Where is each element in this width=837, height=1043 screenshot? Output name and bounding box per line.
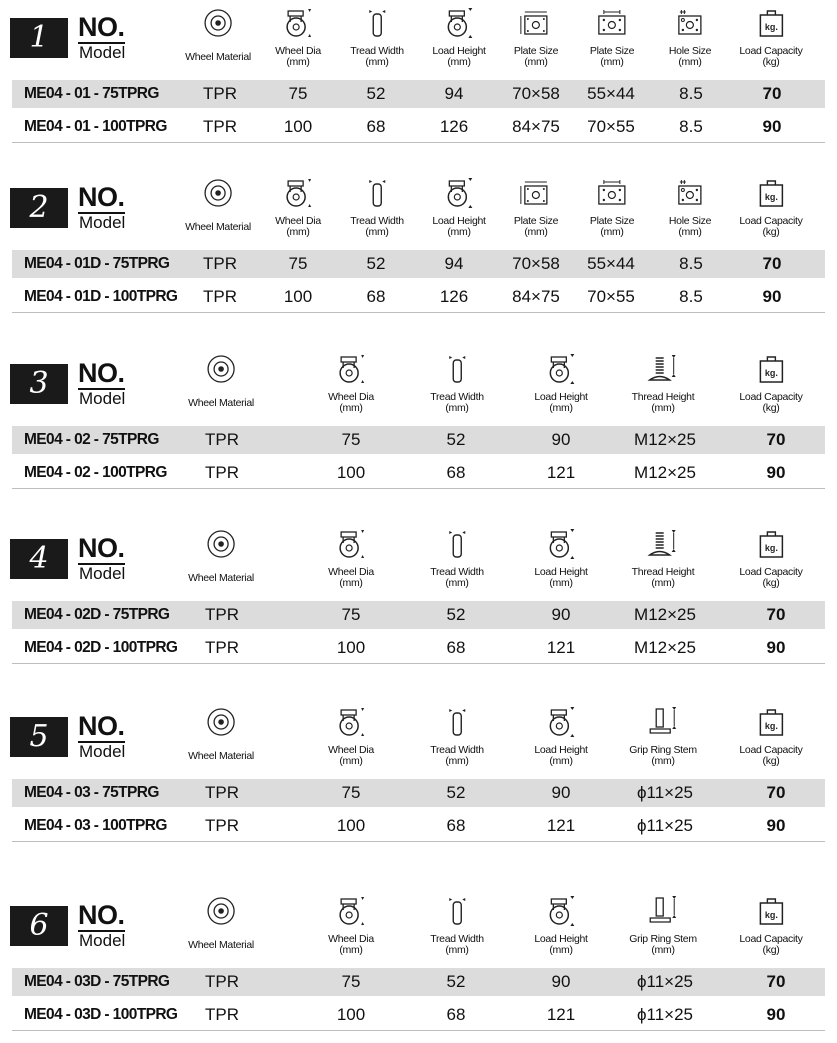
column-unit: (mm) [447,56,471,68]
cell-material: TPR [205,430,239,449]
column-unit: (mm) [678,56,702,68]
column-unit: (mm) [678,226,702,238]
column-unit: (mm) [549,402,573,414]
cell-load-height: 121 [546,816,576,835]
spec-section [0,4,837,144]
column-label: Thread Height [631,566,695,578]
header-grip-ring-stem [629,705,697,767]
wheel-dia-icon [328,352,374,384]
column-unit: (mm) [549,944,573,956]
cell-capacity: 70 [766,430,786,449]
cell-hole: 8.5 [679,254,703,273]
cell-capacity: 90 [766,816,786,835]
cell-tread: 52 [446,783,466,802]
table-row [12,968,825,996]
plate-size-b-icon [590,176,634,208]
column-label: Load Height [534,744,588,756]
column-label: Load Height [534,391,588,403]
cell-plate-size-b: 55×44 [587,84,635,103]
column-label: Tread Width [350,215,404,227]
column-unit: (mm) [524,56,548,68]
wheel-dia-icon [328,705,374,737]
model-code: ME04 - 01D - 100TPRG [24,288,178,305]
column-label: Wheel Material [188,750,254,762]
header-hole-size [669,6,711,68]
no-label: NO. [78,711,125,741]
cell-capacity: 90 [766,1005,786,1024]
header-wheel-dia [275,176,321,238]
wheel-material-icon [185,6,251,38]
header-wheel-material [185,176,251,233]
cell-material: TPR [205,783,239,802]
column-label: Plate Size [513,45,559,57]
model-code: ME04 - 03D - 75TPRG [24,973,170,990]
cell-plate-size-a: 84×75 [512,117,560,136]
cell-plate-size-a: 84×75 [512,287,560,306]
cell-load-height: 126 [439,117,469,136]
tread-width-icon [430,894,484,926]
column-unit: (mm) [600,226,624,238]
header-tread-width [350,176,404,238]
cell-tread: 52 [366,84,386,103]
wheel-material-icon [188,894,254,926]
header-load-height [534,894,587,956]
model-code: ME04 - 01 - 75TPRG [24,85,159,102]
wheel-dia-icon [328,527,374,559]
cell-material: TPR [205,605,239,624]
header-load-capacity [739,705,802,767]
column-label: Load Capacity [739,744,803,756]
spec-section [0,174,837,314]
weight-icon-text: kg. [764,910,778,920]
table-row [12,811,825,842]
cell-dia: 75 [341,605,361,624]
wheel-material-icon [188,705,254,737]
column-label: Wheel Material [185,51,251,63]
column-unit: (mm) [600,56,624,68]
header-wheel-dia [328,527,374,589]
column-unit: (kg) [762,577,780,589]
column-unit: (kg) [762,944,780,956]
cell-tread: 52 [446,605,466,624]
header-tread-width [430,894,484,956]
cell-stem: ϕ11×25 [636,972,694,991]
plate-size-b-icon [590,6,634,38]
cell-material: TPR [205,638,239,657]
header-wheel-dia [275,6,321,68]
header-tread-width [430,527,484,589]
column-label: Load Capacity [739,45,803,57]
column-unit: (mm) [286,56,310,68]
cell-dia: 100 [336,1005,366,1024]
section-number-badge: 4 [10,539,68,579]
cell-material: TPR [203,254,237,273]
cell-capacity: 70 [766,783,786,802]
header-grip-ring-stem [629,894,697,956]
cell-dia: 100 [336,463,366,482]
column-unit: (mm) [365,56,389,68]
column-label: Load Height [534,566,588,578]
column-unit: (mm) [447,226,471,238]
column-label: Load Height [432,45,486,57]
header-tread-width [430,705,484,767]
cell-tread: 68 [446,816,466,835]
section-number-badge: 6 [10,906,68,946]
weight-icon-text: kg. [764,192,778,202]
cell-dia: 75 [288,84,308,103]
cell-material: TPR [205,816,239,835]
cell-capacity: 90 [766,463,786,482]
wheel-material-icon [185,176,251,208]
section-number-badge: 2 [10,188,68,228]
cell-dia: 100 [283,117,313,136]
cell-plate-size-a: 70×58 [512,254,560,273]
header-wheel-material [188,527,254,584]
header-load-capacity [739,352,802,414]
column-unit: (kg) [762,226,780,238]
cell-load-height: 126 [439,287,469,306]
load-height-icon [432,6,485,38]
wheel-dia-icon [328,894,374,926]
header-wheel-dia [328,352,374,414]
cell-load-height: 90 [551,605,571,624]
header-wheel-material [188,894,254,951]
column-unit: (kg) [762,755,780,767]
cell-tread: 52 [446,430,466,449]
header-wheel-dia [328,705,374,767]
header-load-height [534,527,587,589]
cell-stem: ϕ11×25 [636,783,694,802]
header-wheel-material [188,352,254,409]
column-unit: (mm) [651,755,675,767]
column-label: Tread Width [430,744,484,756]
header-wheel-dia [328,894,374,956]
load-capacity-icon [739,527,802,559]
column-unit: (mm) [549,577,573,589]
column-label: Wheel Material [185,221,251,233]
header-wheel-material [188,705,254,762]
cell-tread: 68 [446,463,466,482]
header-hole-size [669,176,711,238]
column-label: Load Capacity [739,566,803,578]
column-unit: (mm) [339,402,363,414]
column-unit: (mm) [651,402,675,414]
cell-tread: 52 [366,254,386,273]
cell-material: TPR [205,1005,239,1024]
column-label: Wheel Dia [328,933,374,945]
section-number-badge: 1 [10,18,68,58]
column-label: Wheel Material [188,939,254,951]
column-label: Wheel Dia [328,566,374,578]
cell-dia: 75 [341,430,361,449]
model-label: Model [79,564,126,583]
table-row [12,250,825,278]
column-unit: (mm) [365,226,389,238]
cell-dia: 100 [336,816,366,835]
load-capacity-icon [739,352,802,384]
model-label: Model [79,742,126,761]
cell-load-height: 121 [546,463,576,482]
cell-material: TPR [203,117,237,136]
cell-hole: 8.5 [679,287,703,306]
cell-capacity: 70 [766,605,786,624]
cell-capacity: 70 [762,254,782,273]
load-capacity-icon [739,6,802,38]
spec-section [0,703,837,843]
cell-stem: M12×25 [634,638,696,657]
spec-section [0,350,837,490]
column-unit: (mm) [286,226,310,238]
column-unit: (mm) [339,755,363,767]
model-code: ME04 - 02D - 75TPRG [24,606,170,623]
column-unit: (mm) [339,944,363,956]
spec-section [0,525,837,665]
column-unit: (mm) [339,577,363,589]
header-load-capacity [739,527,802,589]
cell-tread: 68 [446,638,466,657]
column-unit: (mm) [549,755,573,767]
header-plate-size-a [514,6,558,68]
column-label: Load Capacity [739,933,803,945]
weight-icon-text: kg. [764,22,778,32]
cell-stem: ϕ11×25 [636,816,694,835]
model-label: Model [79,389,126,408]
load-height-icon [432,176,485,208]
load-height-icon [534,894,587,926]
header-load-height [534,352,587,414]
thread-height-icon [632,352,695,384]
load-capacity-icon [739,894,802,926]
wheel-dia-icon [275,6,321,38]
model-code: ME04 - 01 - 100TPRG [24,118,167,135]
cell-dia: 100 [283,287,313,306]
column-unit: (mm) [524,226,548,238]
plate-size-icon [514,6,558,38]
cell-plate-size-b: 55×44 [587,254,635,273]
tread-width-icon [430,527,484,559]
spec-section [0,892,837,1032]
tread-width-icon [350,176,404,208]
header-thread-height [632,527,695,589]
header-plate-size-b [590,6,634,68]
table-row [12,426,825,454]
tread-width-icon [430,352,484,384]
cell-material: TPR [205,463,239,482]
column-unit: (mm) [651,577,675,589]
column-label: Load Capacity [739,391,803,403]
header-load-capacity [739,176,802,238]
cell-load-height: 90 [551,972,571,991]
column-label: Hole Size [668,45,712,57]
model-label: Model [79,213,126,232]
column-label: Hole Size [668,215,712,227]
cell-capacity: 70 [766,972,786,991]
column-label: Load Height [534,933,588,945]
cell-dia: 75 [288,254,308,273]
no-label: NO. [78,12,125,42]
cell-load-height: 94 [444,254,464,273]
table-row [12,1000,825,1031]
model-code: ME04 - 03 - 75TPRG [24,784,159,801]
hole-size-icon [669,176,711,208]
cell-load-height: 94 [444,84,464,103]
cell-hole: 8.5 [679,84,703,103]
thread-height-icon [632,527,695,559]
cell-capacity: 90 [762,287,782,306]
model-code: ME04 - 02D - 100TPRG [24,639,178,656]
cell-hole: 8.5 [679,117,703,136]
column-label: Plate Size [589,215,635,227]
column-label: Tread Width [430,566,484,578]
table-row [12,633,825,664]
cell-capacity: 90 [762,117,782,136]
header-load-height [432,6,485,68]
cell-material: TPR [205,972,239,991]
model-code: ME04 - 01D - 75TPRG [24,255,170,272]
cell-plate-size-b: 70×55 [587,287,635,306]
section-number-badge: 3 [10,364,68,404]
cell-dia: 75 [341,783,361,802]
cell-capacity: 90 [766,638,786,657]
cell-load-height: 90 [551,430,571,449]
cell-load-height: 121 [546,1005,576,1024]
wheel-material-icon [188,527,254,559]
weight-icon-text: kg. [764,543,778,553]
cell-tread: 52 [446,972,466,991]
table-row [12,458,825,489]
cell-load-height: 121 [546,638,576,657]
column-label: Thread Height [631,391,695,403]
column-unit: (mm) [445,402,469,414]
model-code: ME04 - 02 - 75TPRG [24,431,159,448]
cell-stem: ϕ11×25 [636,1005,694,1024]
column-label: Wheel Material [188,572,254,584]
wheel-material-icon [188,352,254,384]
column-label: Plate Size [513,215,559,227]
header-load-capacity [739,6,802,68]
header-tread-width [350,6,404,68]
cell-stem: M12×25 [634,430,696,449]
column-label: Tread Width [430,391,484,403]
hole-size-icon [669,6,711,38]
header-plate-size-b [590,176,634,238]
table-row [12,779,825,807]
cell-tread: 68 [366,117,386,136]
table-row [12,112,825,143]
cell-load-height: 90 [551,783,571,802]
no-label: NO. [78,533,125,563]
no-label: NO. [78,358,125,388]
column-unit: (mm) [445,755,469,767]
column-label: Tread Width [350,45,404,57]
cell-tread: 68 [366,287,386,306]
column-label: Tread Width [430,933,484,945]
cell-capacity: 70 [762,84,782,103]
column-unit: (mm) [445,577,469,589]
weight-icon-text: kg. [764,721,778,731]
column-label: Load Height [432,215,486,227]
load-height-icon [534,527,587,559]
tread-width-icon [430,705,484,737]
weight-icon-text: kg. [764,368,778,378]
column-label: Wheel Dia [275,215,321,227]
no-label: NO. [78,900,125,930]
model-code: ME04 - 03D - 100TPRG [24,1006,178,1023]
column-label: Plate Size [589,45,635,57]
column-unit: (mm) [445,944,469,956]
column-label: Load Capacity [739,215,803,227]
cell-stem: M12×25 [634,463,696,482]
column-label: Wheel Dia [275,45,321,57]
column-label: Wheel Dia [328,744,374,756]
cell-tread: 68 [446,1005,466,1024]
tread-width-icon [350,6,404,38]
grip-ring-stem-icon [629,705,697,737]
load-capacity-icon [739,176,802,208]
column-unit: (kg) [762,402,780,414]
section-number-badge: 5 [10,717,68,757]
model-code: ME04 - 02 - 100TPRG [24,464,167,481]
header-wheel-material [185,6,251,63]
table-row [12,601,825,629]
plate-size-icon [514,176,558,208]
cell-stem: M12×25 [634,605,696,624]
column-label: Grip Ring Stem [629,744,697,756]
load-height-icon [534,705,587,737]
cell-plate-size-a: 70×58 [512,84,560,103]
model-code: ME04 - 03 - 100TPRG [24,817,167,834]
header-thread-height [632,352,695,414]
table-row [12,80,825,108]
cell-plate-size-b: 70×55 [587,117,635,136]
header-tread-width [430,352,484,414]
model-label: Model [79,43,126,62]
header-plate-size-a [514,176,558,238]
cell-material: TPR [203,84,237,103]
cell-dia: 100 [336,638,366,657]
header-load-height [534,705,587,767]
cell-material: TPR [203,287,237,306]
load-capacity-icon [739,705,802,737]
column-label: Wheel Material [188,397,254,409]
no-label: NO. [78,182,125,212]
load-height-icon [534,352,587,384]
cell-dia: 75 [341,972,361,991]
header-load-height [432,176,485,238]
column-label: Wheel Dia [328,391,374,403]
grip-ring-stem-icon [629,894,697,926]
column-unit: (kg) [762,56,780,68]
header-load-capacity [739,894,802,956]
column-unit: (mm) [651,944,675,956]
table-row [12,282,825,313]
model-label: Model [79,931,126,950]
column-label: Grip Ring Stem [629,933,697,945]
wheel-dia-icon [275,176,321,208]
